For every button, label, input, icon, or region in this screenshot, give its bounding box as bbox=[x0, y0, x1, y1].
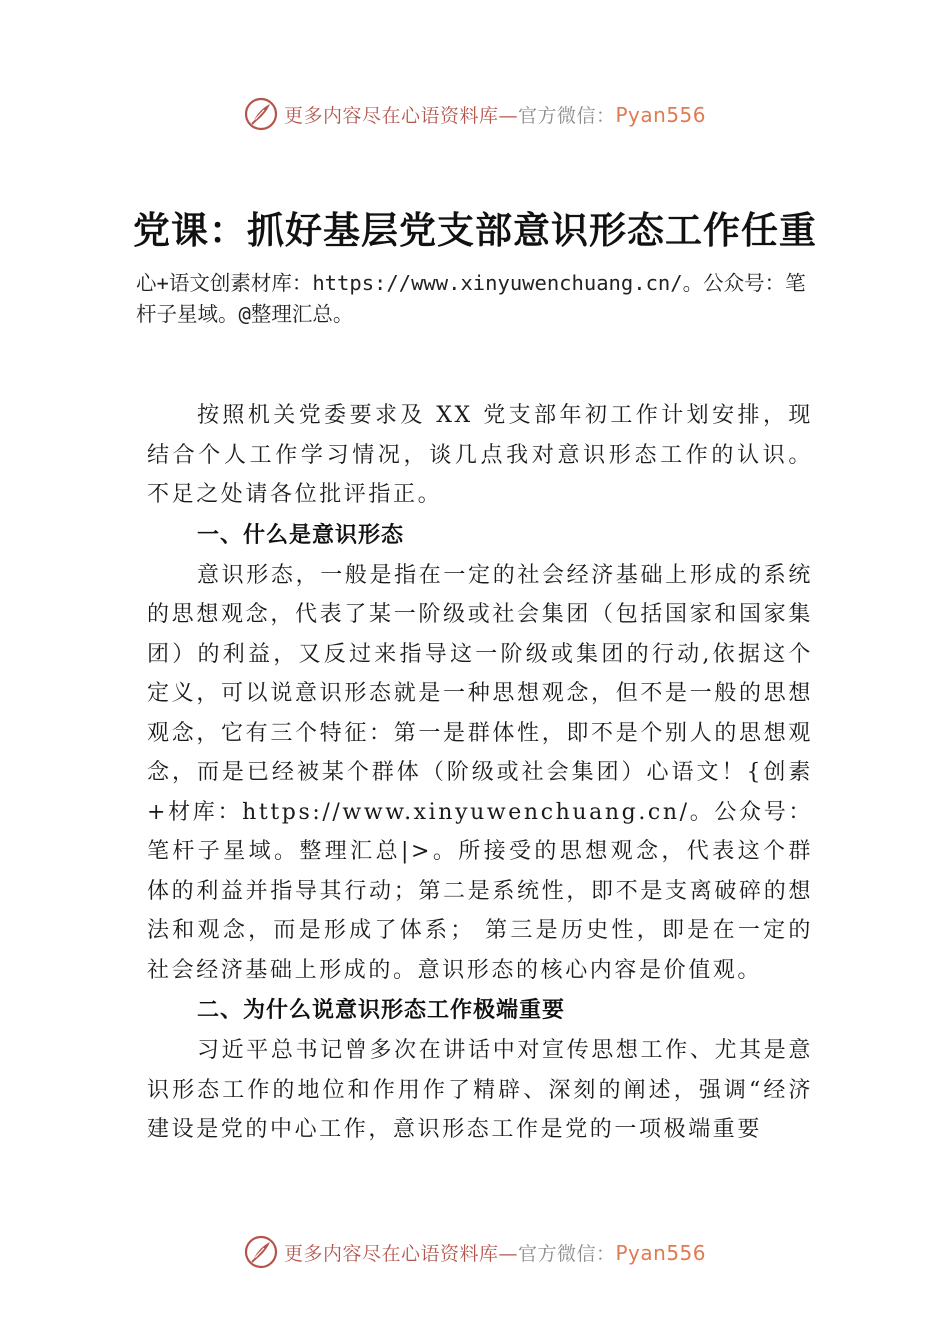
watermark-text: 更多内容尽在心语资料库—官方微信：Pyan556 bbox=[283, 1240, 707, 1265]
section-paragraph-1: 意识形态，一般是指在一定的社会经济基础上形成的系统的思想观念，代表了某一阶级或社会集团（包括国家和国家集团）的利益，又反过来指导这一阶级或集团的行动,依据这个定义，可以说意识形态就是一种思想观念，但不是一般的思想观念，它有三个特征：第一是群体性，即不是个别人的思想观念，而是已经被某个群体（阶级或社会集团）心语文！{创素+材库：https://www.xinyuwenchuang.cn/。公众号：笔杆子星域。整理汇总|>。所接受的思想观念，代表这个群体的利益并指导其行动；第二是系统性，即不是支离破碎的想法和观念，而是形成了体系； 第三是历史性，即是在一定的社会经济基础上形成的。意识形态的核心内容是价值观。 bbox=[147, 562, 813, 983]
document-title: 党课：抓好基层党支部意识形态工作任重 bbox=[133, 208, 817, 252]
watermark-text: 更多内容尽在心语资料库—官方微信：Pyan556 bbox=[283, 102, 707, 127]
quill-pen-icon bbox=[244, 97, 278, 131]
watermark-footer bbox=[0, 1232, 950, 1272]
quill-pen-icon bbox=[244, 1235, 278, 1269]
document-body bbox=[147, 396, 813, 1150]
intro-paragraph: 按照机关党委要求及 XX 党支部年初工作计划安排，现结合个人工作学习情况，谈几点我对意识形态工作的认识。 不足之处请各位批评指正。 bbox=[147, 403, 813, 507]
source-line: 心+语文创素材库：https://www.xinyuwenchuang.cn/。公众号：笔杆子星域。@整理汇总。 bbox=[136, 271, 806, 326]
watermark-header bbox=[0, 94, 950, 134]
section-heading-1: 一、什么是意识形态 bbox=[197, 522, 405, 548]
section-paragraph-2: 习近平总书记曾多次在讲话中对宣传思想工作、尤其是意识形态工作的地位和作用作了精辟、深刻的阐述，强调“经济建设是党的中心工作，意识形态工作是党的一项极端重要 bbox=[147, 1038, 813, 1142]
section-heading-2: 二、为什么说意识形态工作极端重要 bbox=[197, 998, 566, 1023]
